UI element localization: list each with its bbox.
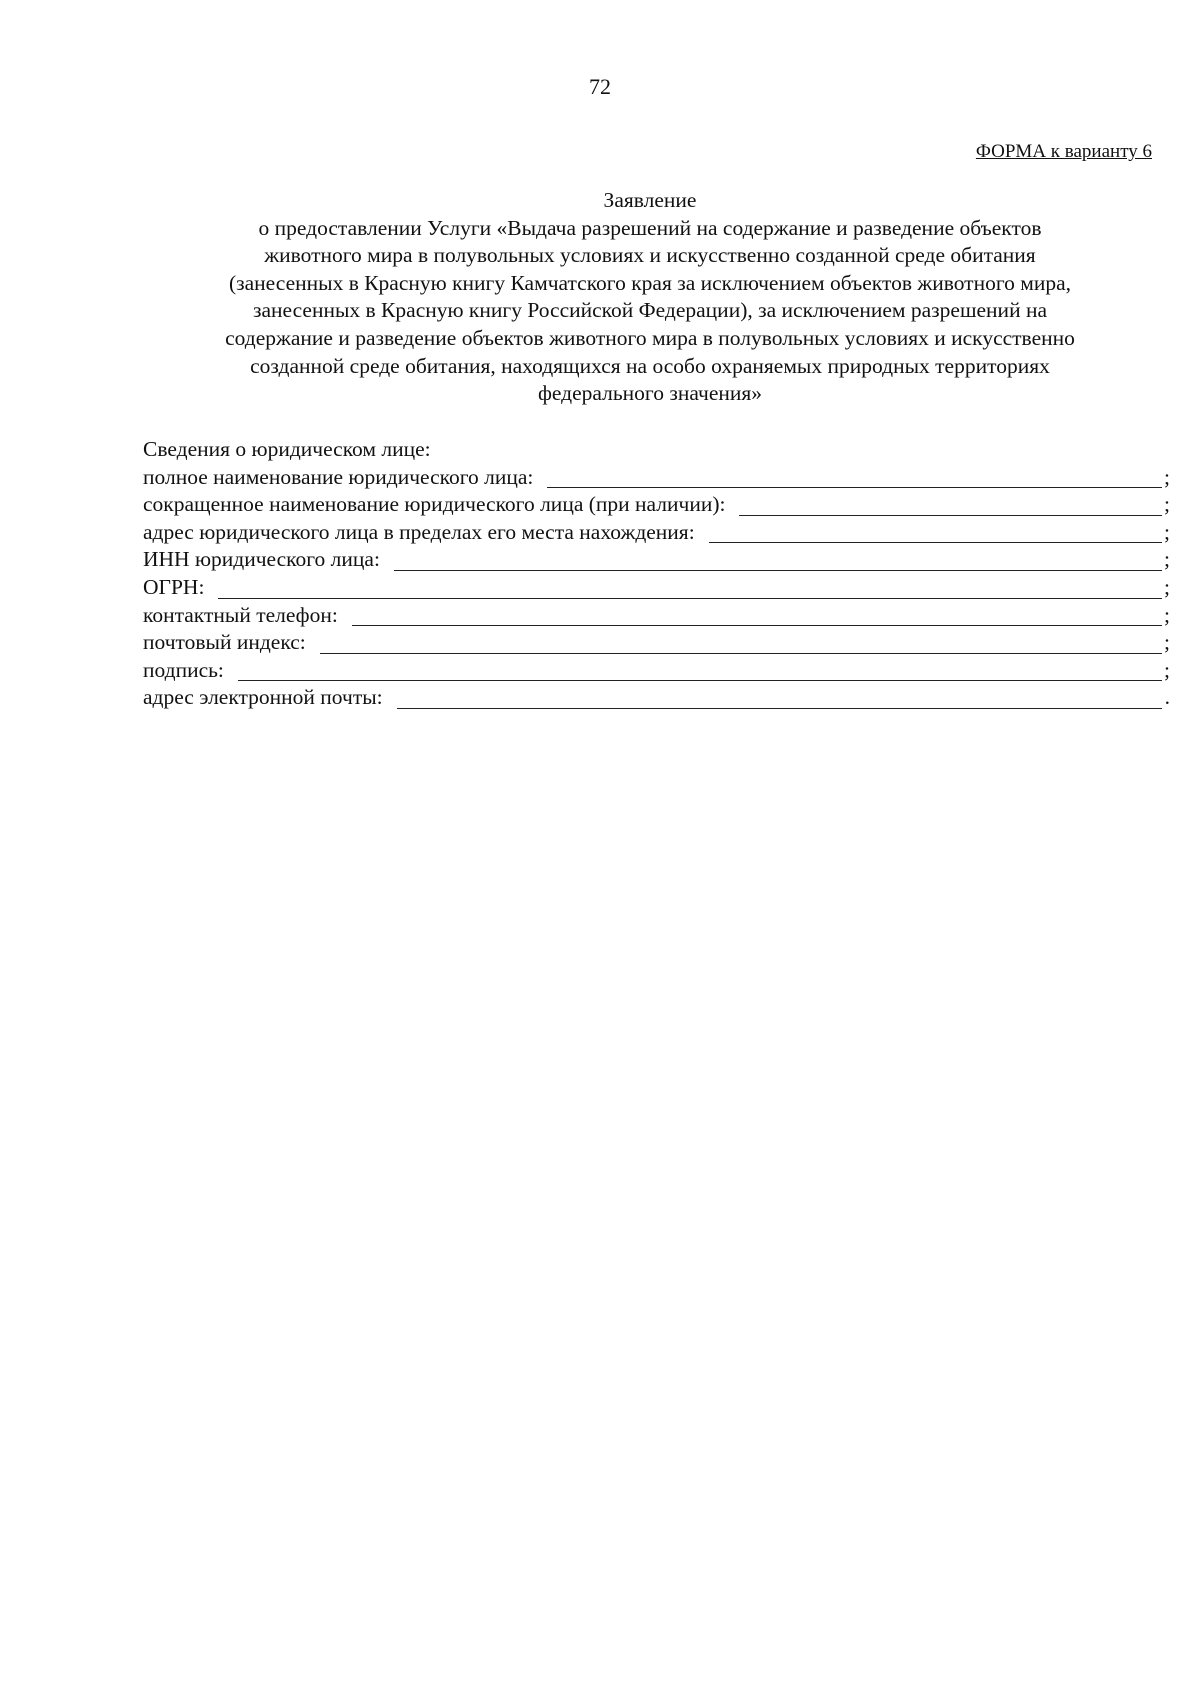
- phone-field[interactable]: [352, 604, 1162, 626]
- title-line: федерального значения»: [537, 381, 763, 406]
- title-heading: Заявление: [603, 188, 697, 212]
- title-line: (занесенных в Красную книгу Камчатского края за исключением объектов животного мира,: [228, 270, 1072, 295]
- short-name-field[interactable]: [739, 494, 1162, 516]
- field-label: подпись:: [143, 657, 224, 682]
- field-label: адрес юридического лица в пределах его места нахождения:: [143, 519, 695, 544]
- field-label: контактный телефон:: [143, 602, 338, 627]
- field-row-full-name: [143, 464, 1170, 492]
- field-end-mark: ;: [1164, 464, 1170, 489]
- field-end-mark: ;: [1164, 492, 1170, 517]
- title-line: занесенных в Красную книгу Российской Федерации), за исключением разрешений на: [252, 298, 1047, 323]
- full-name-field[interactable]: [547, 466, 1162, 488]
- title-line: содержание и разведение объектов животного мира в полувольных условиях и искусственно: [225, 325, 1075, 350]
- field-end-mark: ;: [1164, 519, 1170, 544]
- ogrn-field[interactable]: [218, 577, 1162, 599]
- field-label: ИНН юридического лица:: [143, 547, 380, 572]
- field-end-mark: ;: [1164, 547, 1170, 572]
- field-row-postal-code: [143, 629, 1170, 657]
- field-row-inn: [143, 546, 1170, 574]
- field-row-ogrn: [143, 574, 1170, 602]
- page-number: 72: [589, 74, 611, 99]
- field-label: полное наименование юридического лица:: [143, 464, 534, 489]
- address-field[interactable]: [709, 521, 1162, 543]
- field-label: сокращенное наименование юридического лица (при наличии):: [143, 492, 726, 517]
- field-label: почтовый индекс:: [143, 630, 306, 655]
- legal-entity-fields: [143, 436, 1170, 712]
- field-row-phone: [143, 602, 1170, 630]
- title-line: животного мира в полувольных условиях и искусственно созданной среде обитания: [264, 243, 1036, 268]
- field-label: ОГРН:: [143, 574, 205, 599]
- field-row-email: [143, 684, 1170, 712]
- field-end-mark: ;: [1164, 657, 1170, 682]
- field-end-mark: ;: [1164, 574, 1170, 599]
- field-row-short-name: [143, 491, 1170, 519]
- title-line: созданной среде обитания, находящихся на особо охраняемых природных территориях: [250, 353, 1050, 378]
- application-title: [130, 187, 1170, 408]
- section-heading: Сведения о юридическом лице:: [143, 437, 431, 461]
- field-end-mark: ;: [1164, 630, 1170, 655]
- field-row-address: [143, 519, 1170, 547]
- field-label: адрес электронной почты:: [143, 685, 383, 710]
- field-end-mark: ;: [1164, 602, 1170, 627]
- postal-code-field[interactable]: [320, 632, 1162, 654]
- title-line: о предоставлении Услуги «Выдача разрешений на содержание и разведение объектов: [258, 215, 1042, 240]
- signature-field[interactable]: [238, 659, 1162, 681]
- inn-field[interactable]: [394, 549, 1162, 571]
- field-end-mark: .: [1164, 685, 1170, 710]
- form-reference: ФОРМА к варианту 6: [975, 141, 1152, 162]
- email-field[interactable]: [397, 687, 1162, 709]
- field-row-signature: [143, 657, 1170, 685]
